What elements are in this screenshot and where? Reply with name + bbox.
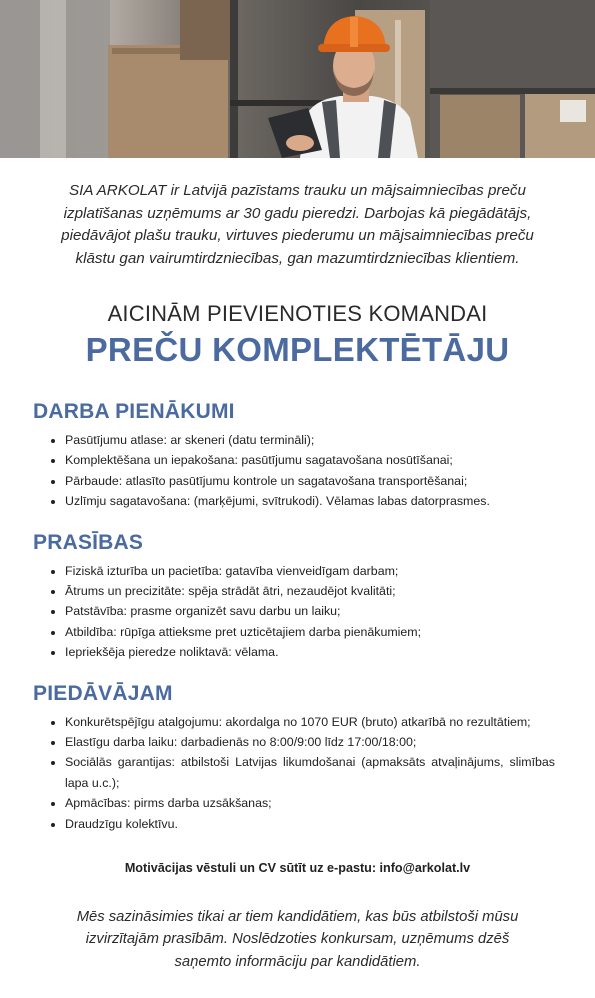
duties-list [33, 430, 555, 512]
closing-note: Mēs sazināsimies tikai ar tiem kandidātiem, kas būs atbilstoši mūsu izvirzītajām prasībām. Noslēdzoties konkursam, uzņēmums dzēš saņemto informāciju par kandidātiem. [76, 909, 519, 970]
requirements-section [33, 531, 555, 663]
company-intro: SIA ARKOLAT ir Latvijā pazīstams trauku un mājsaimniecības preču izplatīšanas uzņēmums ar 30 gadu pieredzi. Darbojas kā piegādātājs, piedāvājot plašu trauku, virtuves piederumu un mājsaimniecības preču klāstu gan vairumtirdzniecības, gan mazumtirdzniecības klientiem. [61, 182, 534, 267]
requirements-list [33, 561, 555, 663]
list-item: • Pārbaude: atlasīto pasūtījumu kontrole un sagatavošana transportēšanai; [65, 471, 555, 491]
hero-photo [0, 0, 595, 158]
duties-section [33, 400, 555, 512]
requirements-title: PRASĪBAS [33, 530, 144, 554]
offer-section [33, 682, 555, 834]
list-item: • Ātrums un precizitāte: spēja strādāt ātri, nezaudējot kvalitāti; [65, 581, 555, 601]
list-item: • Iepriekšēja pieredze noliktavā: vēlama. [65, 642, 555, 662]
offer-list [33, 712, 555, 834]
offer-title: PIEDĀVĀJAM [33, 681, 173, 705]
list-item: • Konkurētspējīgu atalgojumu: akordalga no 1070 EUR (bruto) atkarībā no rezultātiem; [65, 712, 555, 732]
contact-line: Motivācijas vēstuli un CV sūtīt uz e-pastu: info@arkolat.lv [124, 861, 471, 876]
list-item: • Elastīgu darba laiku: darbadienās no 8:00/9:00 līdz 17:00/18:00; [65, 732, 555, 752]
list-item: • Komplektēšana un iepakošana: pasūtījumu sagatavošana nosūtīšanai; [65, 450, 555, 470]
list-item: • Fiziskā izturība un pacietība: gatavība vienveidīgam darbam; [65, 561, 555, 581]
duties-title: DARBA PIENĀKUMI [33, 400, 235, 423]
list-item: • Sociālās garantijas: atbilstoši Latvijas likumdošanai (apmaksāts atvaļinājums, slimības lapa u.c.); [65, 752, 555, 793]
list-item: • Apmācības: pirms darba uzsākšanas; [65, 793, 555, 813]
list-item: • Draudzīgu kolektīvu. [65, 814, 555, 834]
warehouse-worker-illustration [0, 0, 595, 158]
list-item: • Patstāvība: prasme organizēt savu darbu un laiku; [65, 601, 555, 621]
position-title: PREČU KOMPLEKTĒTĀJU [85, 331, 510, 368]
list-item: • Pasūtījumu atlase: ar skeneri (datu termināli); [65, 430, 555, 450]
invite-heading: AICINĀM PIEVIENOTIES KOMANDAI [107, 301, 488, 326]
list-item: • Uzlīmju sagatavošana: (marķējumi, svītrukodi). Vēlamas labas datorprasmes. [65, 491, 555, 511]
list-item: • Atbildība: rūpīga attieksme pret uzticētajiem darba pienākumiem; [65, 622, 555, 642]
